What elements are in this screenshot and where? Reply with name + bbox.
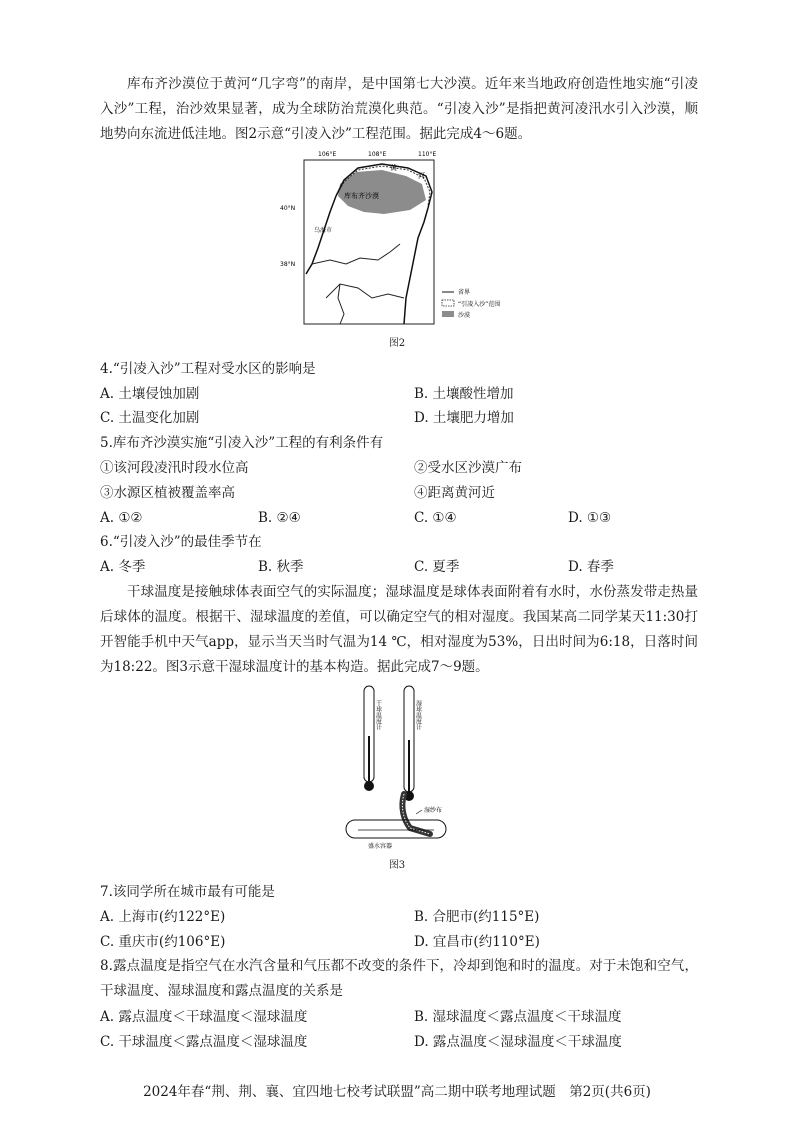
question-6-stem: 6.“引凌入沙”的最佳季节在: [100, 534, 262, 550]
q8-option-d: D. 露点温度＜湿球温度＜干球温度: [414, 1034, 622, 1050]
q7-option-b: B. 合肥市(约115°E): [414, 909, 540, 925]
q6-option-a: A. 冬季: [100, 559, 146, 575]
q7-option-d: D. 宜昌市(约110°E): [414, 934, 540, 950]
question-5-stem: 5.库布齐沙漠实施“引凌入沙”工程的有利条件有: [100, 435, 384, 451]
q4-option-b: B. 土壤酸性增加: [414, 386, 514, 402]
yellow-river-east: [404, 208, 428, 324]
q5-option-a: A. ①②: [100, 510, 143, 526]
figure-3-caption: 图3: [388, 860, 406, 871]
dry-bulb-bulb: [364, 781, 374, 791]
q4-option-a: A. 土壤侵蚀加剧: [100, 386, 200, 402]
q7-option-c: C. 重庆市(约106°E): [100, 934, 226, 950]
q5-item-4: ④距离黄河近: [414, 485, 495, 501]
question-7-stem: 7.该同学所在城市最有可能是: [100, 884, 275, 900]
q5-item-1: ①该河段凌汛时段水位高: [100, 460, 249, 476]
lon-label-110: 110°E: [418, 151, 437, 158]
label-he: 河: [418, 172, 425, 180]
legend-desert-swatch: [442, 311, 454, 317]
figure-3-thermometer: [338, 682, 458, 854]
province-border-2: [326, 284, 404, 298]
lon-label-108: 108°E: [368, 151, 387, 158]
lat-label-38: 38°N: [280, 261, 296, 268]
legend-desert-label: 沙漠: [458, 312, 471, 319]
legend-range-swatch: [442, 300, 454, 306]
gauze-pointer: [416, 810, 422, 814]
passage-kubuqi: 库布齐沙漠位于黄河“几字弯”的南岸，是中国第七大沙漠。近年来当地政府创造性地实施“引凌入沙”工程，治沙效果显著，成为全球防治荒漠化典范。“引凌入沙”是指把黄河凌汛水引入沙漠，顺地势向东流进低洼地。图2示意“引凌入沙”工程范围。据此完成4～6题。: [100, 76, 698, 142]
q8-option-a: A. 露点温度＜干球温度＜湿球温度: [100, 1009, 308, 1025]
figure-2-caption: 图2: [388, 338, 406, 349]
label-huang: 黄: [390, 164, 397, 172]
q6-option-b: B. 秋季: [258, 559, 304, 575]
q7-option-a: A. 上海市(约122°E): [100, 909, 226, 925]
legend-range-label: “引凌入沙”范围: [458, 301, 501, 308]
lon-label-106: 106°E: [318, 151, 337, 158]
q5-option-c: C. ①④: [414, 510, 457, 526]
wet-bulb-label: 湿球温度计: [414, 700, 422, 730]
container-label: 盛水容器: [368, 843, 393, 850]
province-border-1: [312, 244, 400, 264]
passage-thermometer: 干球温度是接触球体表面空气的实际温度；湿球温度是球体表面附着有水时，水份蒸发带走热量后球体的温度。根据干、湿球温度的差值，可以确定空气的相对湿度。我国某高二同学某天11:30打开智能手机中天气app，显示当天当时气温为14 ℃，相对湿度为53%，日出时间为6:18，日落时间为18:22。图3示意干湿球温度计的基本构造。据此完成7～9题。: [100, 584, 698, 675]
q5-option-b: B. ②④: [258, 510, 301, 526]
province-border-3: [338, 284, 344, 324]
label-kubuqi: 库布齐沙漠: [344, 192, 379, 200]
q6-option-c: C. 夏季: [414, 559, 460, 575]
q5-item-3: ③水源区植被覆盖率高: [100, 485, 235, 501]
dry-bulb-label: 干球温度计: [374, 700, 382, 730]
q5-item-2: ②受水区沙漠广布: [414, 460, 522, 476]
figure-2-map: [278, 148, 518, 332]
page-footer: 2024年春“荆、荆、襄、宜四地七校考试联盟”高二期中联考地理试题 第2页(共6页): [143, 1084, 651, 1100]
legend-border-label: 省界: [458, 289, 471, 296]
q5-option-d: D. ①③: [568, 510, 612, 526]
question-4-stem: 4.“引凌入沙”工程对受水区的影响是: [100, 361, 316, 377]
lat-label-40: 40°N: [280, 205, 296, 212]
q6-option-d: D. 春季: [568, 559, 614, 575]
label-wuhai: 乌海市: [314, 227, 333, 234]
q4-option-c: C. 土温变化加剧: [100, 410, 200, 426]
question-8-stem: 8.露点温度是指空气在水汽含量和气压都不改变的条件下，冷却到饱和时的温度。对于未饱和空气，干球温度、湿球温度和露点温度的关系是: [100, 958, 698, 999]
gauze-label: 湿纱布: [424, 807, 443, 814]
q8-option-c: C. 干球温度＜露点温度＜湿球温度: [100, 1034, 308, 1050]
q8-option-b: B. 湿球温度＜露点温度＜干球温度: [414, 1009, 622, 1025]
q4-option-d: D. 土壤肥力增加: [414, 410, 514, 426]
